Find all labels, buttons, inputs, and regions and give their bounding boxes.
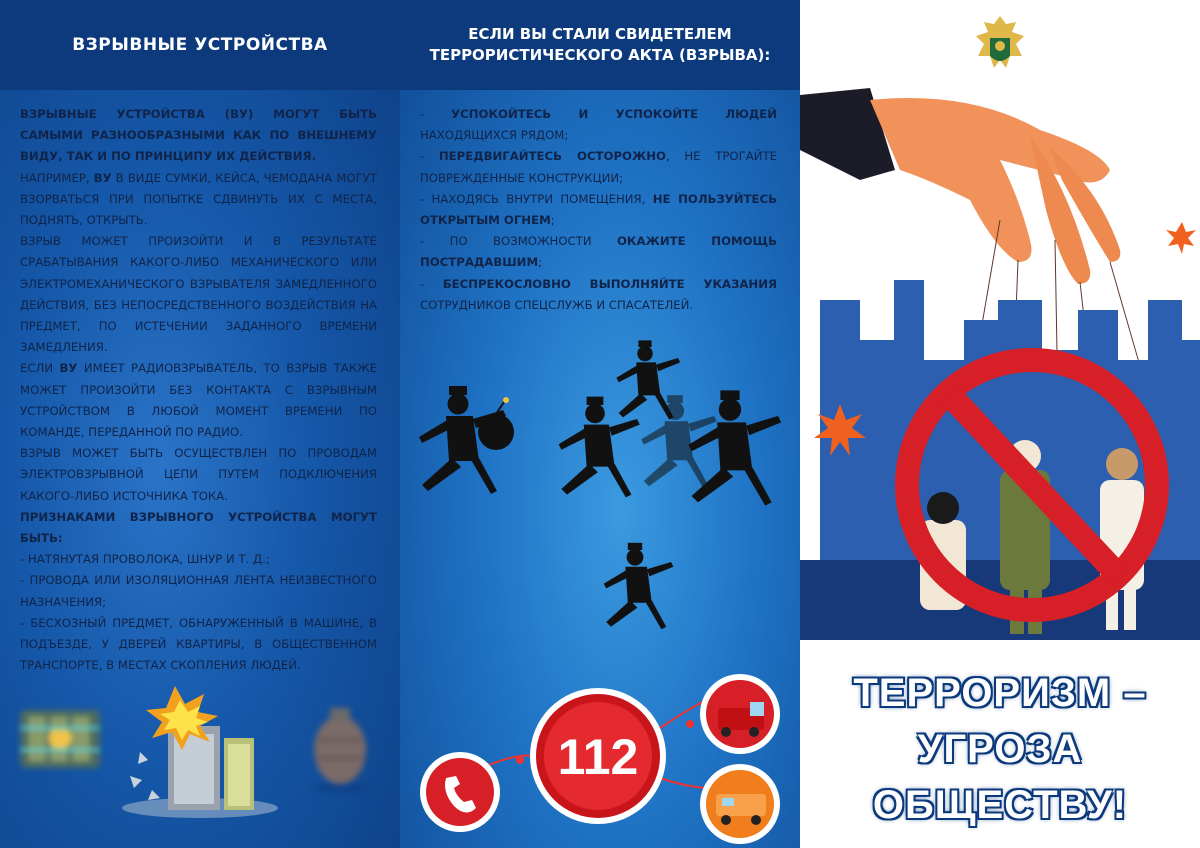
instruction-text: НАХОДЯЩИХСЯ РЯДОМ;	[420, 128, 569, 143]
explosive-devices-text	[20, 104, 377, 676]
paragraph-intro	[20, 104, 377, 168]
paragraph-mechanical: ВЗРЫВ МОЖЕТ ПРОИЗОЙТИ И В РЕЗУЛЬТАТЕ СРАБАТЫВАНИЯ КАКОГО-ЛИБО МЕХАНИЧЕСКОГО ИЛИ ЭЛЕКТРОМЕХАНИЧЕСКОГО ВЗРЫВАТЕЛЯ ЗАМЕДЛЕННОГО ДЕЙСТВИЯ, БЕЗ НЕПОСРЕДСТВЕННОГО ВОЗДЕЙСТВИЯ НА ПРЕДМЕТ, ПО ИСТЕЧЕНИИ ЗАДАННОГО ВРЕМЕНИ ЗАМЕДЛЕНИЯ.	[20, 234, 377, 355]
instruction-item	[420, 104, 777, 146]
title-line1: ТЕРРОРИЗМ –	[853, 671, 1147, 715]
explosive-devices-panel	[0, 0, 400, 848]
instruction-bold: ОКАЖИТЕ ПОМОЩЬ ПОСТРАДАВШИМ	[420, 234, 777, 270]
example-text-a: НАПРИМЕР,	[20, 170, 94, 185]
instruction-text: -	[420, 276, 443, 291]
example-text-b: ВУ	[93, 170, 112, 185]
instruction-text: ;	[538, 255, 543, 270]
signs-heading	[20, 507, 377, 549]
title-line3: ОБЩЕСТВУ!	[872, 783, 1128, 827]
example-text-c: В ВИДЕ СУМКИ, КЕЙСА, ЧЕМОДАНА МОГУТ ВЗОРВАТЬСЯ ПРИ ПОПЫТКЕ СДВИНУТЬ ИХ С МЕСТА, ПОДНЯТЬ, ОТКРЫТЬ.	[20, 170, 378, 228]
emergency-112-badge	[530, 688, 666, 824]
fire-truck-icon	[700, 674, 780, 754]
ambulance-icon	[700, 764, 780, 844]
instruction-item	[420, 231, 777, 273]
instruction-bold: УСПОКОЙТЕСЬ И УСПОКОЙТЕ ЛЮДЕЙ	[451, 107, 778, 121]
instruction-text: , НЕ ТРОГАЙТЕ ПОВРЕЖДЕННЫЕ КОНСТРУКЦИИ;	[420, 149, 777, 185]
radio-text-c: ИМЕЕТ РАДИОВЗРЫВАТЕЛЬ, ТО ВЗРЫВ ТАКЖЕ МОЖЕТ ПРОИЗОЙТИ БЕЗ КОНТАКТА С ВЗРЫВНЫМ УСТРОЙСТВОМ В ЛЮБОЙ МОМЕНТ ВРЕМЕНИ ПО КОМАНДЕ, ПЕРЕДАННОЙ ПО РАДИО.	[20, 361, 377, 440]
paragraph-example	[20, 168, 377, 232]
paragraph-wires: ВЗРЫВ МОЖЕТ БЫТЬ ОСУЩЕСТВЛЕН ПО ПРОВОДАМ ЭЛЕКТРОВЗРЫВНОЙ ЦЕПИ ПУТЕМ ПОДКЛЮЧЕНИЯ КАКОГО-ЛИБО ИСТОЧНИКА ТОКА.	[20, 446, 377, 503]
radio-text-b: ВУ	[59, 361, 78, 376]
witness-heading	[400, 0, 800, 90]
radio-text-a: ЕСЛИ	[20, 361, 60, 376]
witness-instructions-text	[420, 104, 777, 316]
instruction-bold: БЕСПРЕКОСЛОВНО ВЫПОЛНЯЙТЕ УКАЗАНИЯ	[442, 276, 777, 291]
emergency-services-illustration	[400, 668, 800, 848]
fleeing-people-illustration	[400, 340, 800, 640]
grenade-icon	[310, 708, 370, 792]
instruction-text: - ПО ВОЗМОЖНОСТИ	[420, 234, 617, 249]
instruction-text: -	[420, 149, 439, 164]
puppeteer-hand-icon	[870, 98, 1120, 284]
sign-item: - ПРОВОДА ИЛИ ИЗОЛЯЦИОННАЯ ЛЕНТА НЕИЗВЕСТНОГО НАЗНАЧЕНИЯ;	[20, 573, 377, 609]
title-line2: УГРОЗА	[917, 727, 1083, 771]
instruction-text: СОТРУДНИКОВ СПЕЦСЛУЖБ И СПАСАТЕЛЕЙ.	[420, 297, 694, 312]
paragraph-radio	[20, 358, 377, 443]
witness-heading-line1: ЕСЛИ ВЫ СТАЛИ СВИДЕТЕЛЕМ	[468, 25, 732, 43]
explosive-devices-heading: ВЗРЫВНЫЕ УСТРОЙСТВА	[0, 0, 400, 90]
running-man-with-bomb-icon	[419, 386, 514, 494]
signs-heading-bold: ПРИЗНАКАМИ ВЗРЫВНОГО УСТРОЙСТВА МОГУТ БЫТЬ:	[20, 509, 377, 546]
instruction-text: ;	[550, 213, 555, 228]
intro-bold: ВЗРЫВНЫЕ УСТРОЙСТВА (ВУ) МОГУТ БЫТЬ САМЫМИ РАЗНООБРАЗНЫМИ КАК ПО ВНЕШНЕМУ ВИДУ, ТАК И ПО ПРИНЦИПУ ИХ ДЕЙСТВИЯ.	[20, 107, 377, 164]
campaign-title	[820, 665, 1180, 833]
exploding-building-icon	[122, 686, 278, 818]
sign-item: - НАТЯНУТАЯ ПРОВОЛОКА, ШНУР И Т. Д.;	[20, 552, 270, 567]
witness-instructions-panel	[400, 0, 800, 848]
instruction-item	[420, 274, 777, 316]
instruction-text: - НАХОДЯСЬ ВНУТРИ ПОМЕЩЕНИЯ,	[420, 191, 653, 206]
sign-item: - БЕСХОЗНЫЙ ПРЕДМЕТ, ОБНАРУЖЕННЫЙ В МАШИНЕ, В ПОДЪЕЗДЕ, У ДВЕРЕЙ КВАРТИРЫ, В ОБЩЕСТВЕННОМ ТРАНСПОРТЕ, В МЕСТАХ СКОПЛЕНИЯ ЛЮДЕЙ.	[20, 615, 377, 673]
running-man-icon	[604, 543, 674, 629]
emergency-number: 112	[557, 729, 639, 785]
phone-circle-icon	[420, 752, 500, 832]
explosives-illustration	[0, 680, 400, 848]
terrorism-cover-panel	[800, 0, 1200, 848]
time-bomb-icon	[20, 710, 100, 768]
witness-heading-line2: ТЕРРОРИСТИЧЕСКОГО АКТА (ВЗРЫВА):	[429, 46, 771, 64]
instruction-bold: ПЕРЕДВИГАЙТЕСЬ ОСТОРОЖНО	[438, 149, 666, 164]
instruction-bold: НЕ ПОЛЬЗУЙТЕСЬ ОТКРЫТЫМ ОГНЕМ	[420, 191, 777, 228]
instruction-item	[420, 189, 777, 231]
prosecutor-emblem-icon	[970, 12, 1030, 82]
running-man-icon	[688, 390, 781, 505]
instruction-item	[420, 146, 777, 188]
instruction-text: -	[420, 107, 452, 121]
